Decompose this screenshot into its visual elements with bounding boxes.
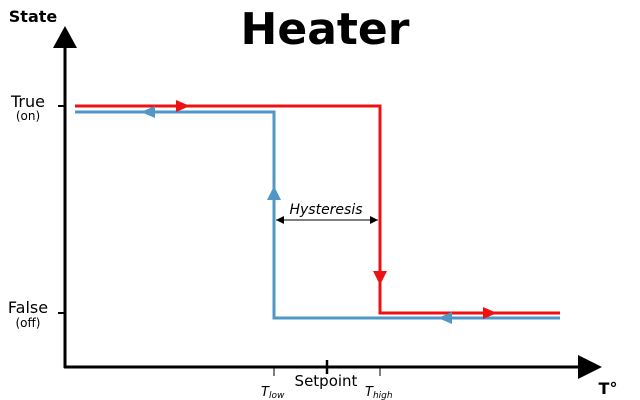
hysteresis-arrow-left: [276, 216, 284, 224]
thigh-sub: high: [372, 391, 393, 400]
state-true-label: True: [11, 92, 45, 111]
cooling-arrow-up: [267, 186, 281, 200]
state-false-sublabel: (off): [15, 316, 41, 330]
thigh-main: T: [365, 385, 373, 400]
tlow-main: T: [261, 385, 269, 400]
thigh-label: [365, 385, 393, 400]
x-axis-label: T°: [598, 379, 618, 398]
state-false-label: False: [7, 298, 49, 317]
heating-arrow-right-top: [176, 100, 190, 112]
tlow-sub: low: [268, 391, 285, 400]
diagram-title: Heater: [240, 4, 410, 55]
hysteresis-arrow-right: [370, 216, 378, 224]
x-axis-arrowhead: [578, 355, 602, 379]
y-axis-arrowhead: [53, 26, 77, 48]
y-axis-label: State: [8, 7, 58, 26]
heating-arrow-down: [373, 271, 387, 285]
cooling-arrow-left-top: [141, 106, 155, 118]
tlow-label: [261, 385, 285, 400]
setpoint-label: Setpoint: [294, 372, 358, 390]
hysteresis-label: Hysteresis: [289, 202, 363, 218]
state-true-sublabel: (on): [15, 109, 41, 123]
